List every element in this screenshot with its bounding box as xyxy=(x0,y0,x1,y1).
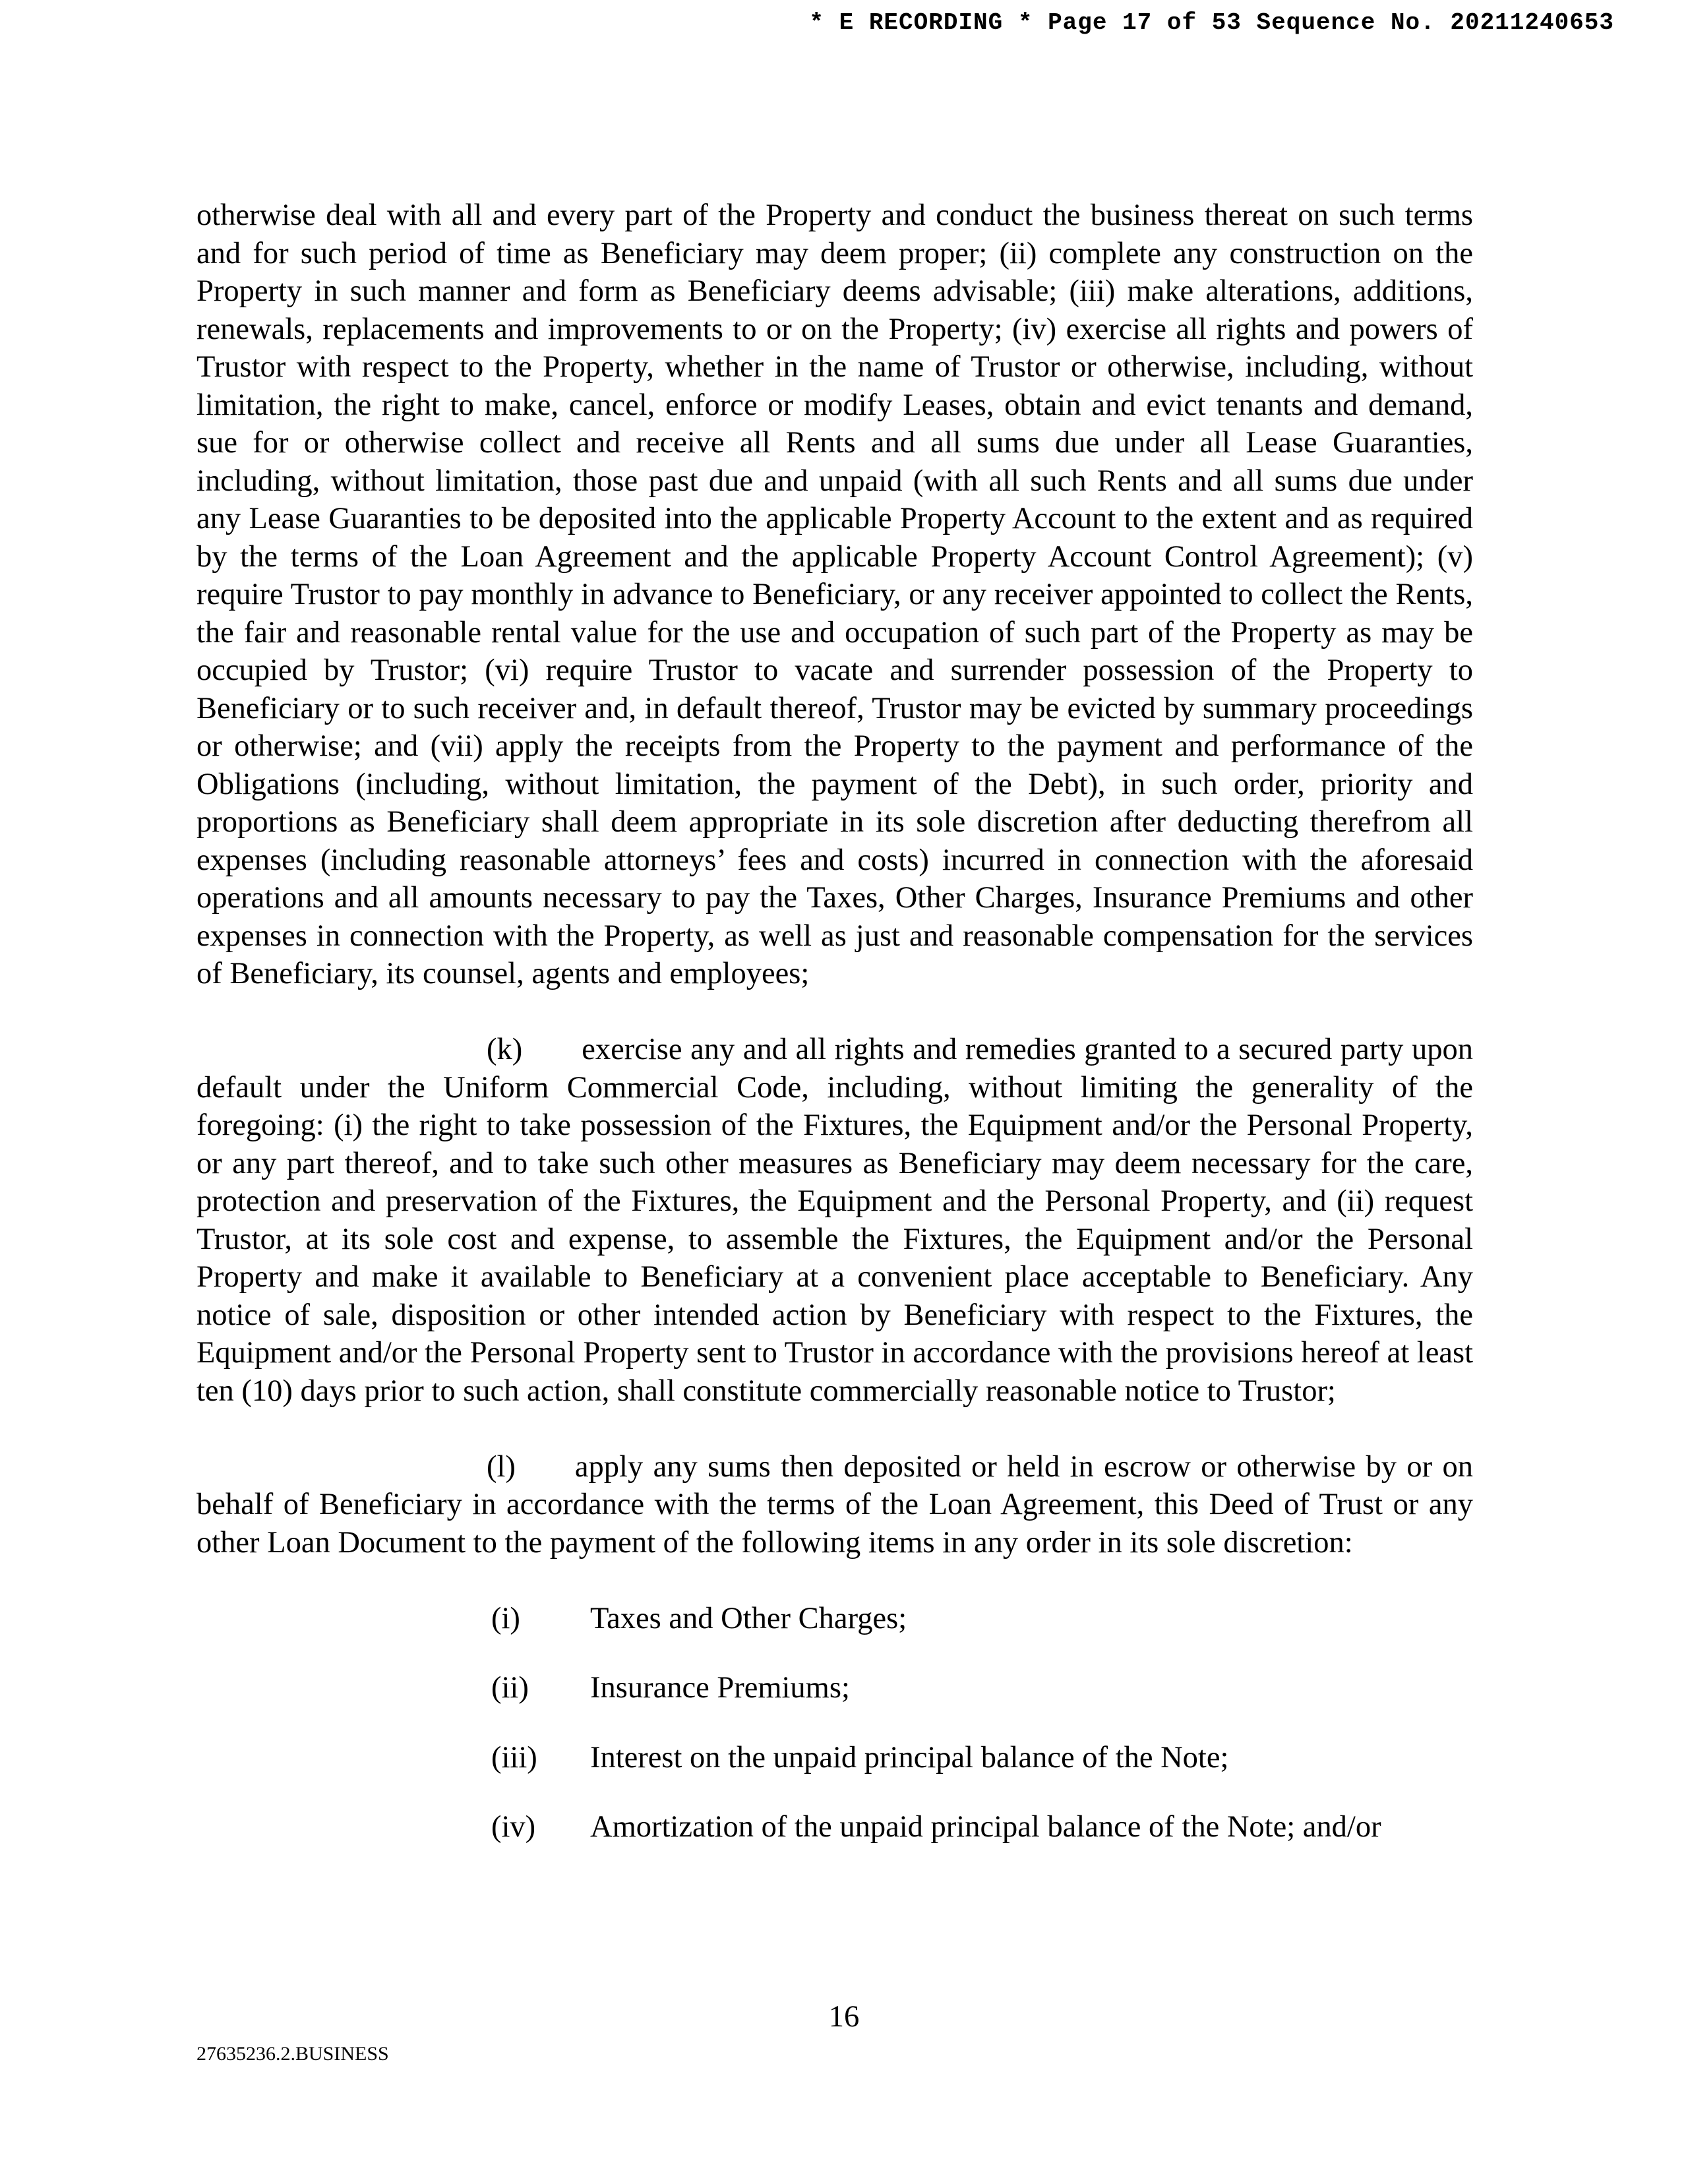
list-item-text: Amortization of the unpaid principal balance of the Note; and/or xyxy=(590,1810,1381,1844)
list-item xyxy=(491,1808,1473,1846)
paragraph-k xyxy=(196,1031,1473,1410)
list-item-number: (ii) xyxy=(491,1671,529,1705)
payment-items-list xyxy=(196,1600,1473,1846)
page-number: 16 xyxy=(828,2000,860,2034)
list-item-number: (iii) xyxy=(491,1740,537,1774)
continuation-paragraph: otherwise deal with all and every part of the Property and conduct the business thereat on such terms and for such period of time as Beneficiary may deem proper; (ii) complete any construction on the Property in such manner and form as Beneficiary deems advisable; (iii) make alterations, additions, renewals, replacements and improvements to or on the Property; (iv) exercise all rights and powers of Trustor with respect to the Property, whether in the name of Trustor or otherwise, including, without limitation, the right to make, cancel, enforce or modify Leases, obtain and evict tenants and demand, sue for or otherwise collect and receive all Rents and all sums due under all Lease Guaranties, including, without limitation, those past due and unpaid (with all such Rents and all sums due under any Lease Guaranties to be deposited into the applicable Property Account to the extent and as required by the terms of the Loan Agreement and the applicable Property Account Control Agreement); (v) require Trustor to pay monthly in advance to Beneficiary, or any receiver appointed to collect the Rents, the fair and reasonable rental value for the use and occupation of such part of the Property as may be occupied by Trustor; (vi) require Trustor to vacate and surrender possession of the Property to Beneficiary or to such receiver and, in default thereof, Trustor may be evicted by summary proceedings or otherwise; and (vii) apply the receipts from the Property to the payment and performance of the Obligations (including, without limitation, the payment of the Debt), in such order, priority and proportions as Beneficiary shall deem appropriate in its sole discretion after deducting therefrom all expenses (including reasonable attorneys’ fees and costs) incurred in connection with the aforesaid operations and all amounts necessary to pay the Taxes, Other Charges, Insurance Premiums and other expenses in connection with the Property, as well as just and reasonable compensation for the services of Beneficiary, its counsel, agents and employees; xyxy=(196,198,1473,990)
list-item-text: Interest on the unpaid principal balance of the Note; xyxy=(590,1740,1229,1774)
recording-header: * E RECORDING * Page 17 of 53 Sequence No. 20211240653 xyxy=(809,9,1614,36)
paragraph-l-label: (l) xyxy=(487,1449,516,1484)
paragraph-k-text: exercise any and all rights and remedies granted to a secured party upon default under the Uniform Commercial Code, including, without limiting the generality of the foregoing: (i) the right to take possession of the Fixtures, the Equipment and/or the Personal Property, or any part thereof, and to take such other measures as Beneficiary may deem necessary for the care, protection and preservation of the Fixtures, the Equipment and the Personal Property, and (ii) request Trustor, at its sole cost and expense, to assemble the Fixtures, the Equipment and/or the Personal Property and make it available to Beneficiary at a convenient place acceptable to Beneficiary. Any notice of sale, disposition or other intended action by Beneficiary with respect to the Fixtures, the Equipment and/or the Personal Property sent to Trustor in accordance with the provisions hereof at least ten (10) days prior to such action, shall constitute commercially reasonable notice to Trustor; xyxy=(196,1033,1473,1408)
list-item xyxy=(491,1669,1473,1707)
list-item-number: (i) xyxy=(491,1601,520,1635)
paragraph-l-text: apply any sums then deposited or held in escrow or otherwise by or on behalf of Beneficiary in accordance with the terms of the Loan Agreement, this Deed of Trust or any other Loan Document to the payment of the following items in any order in its sole discretion: xyxy=(196,1449,1473,1560)
list-item xyxy=(491,1739,1473,1777)
list-item xyxy=(491,1600,1473,1638)
list-item-text: Taxes and Other Charges; xyxy=(590,1601,907,1635)
paragraph-k-label: (k) xyxy=(487,1033,523,1066)
document-id: 27635236.2.BUSINESS xyxy=(196,2043,389,2065)
document-body xyxy=(196,197,1473,1878)
list-item-text: Insurance Premiums; xyxy=(590,1671,850,1705)
paragraph-l xyxy=(196,1448,1473,1562)
list-item-number: (iv) xyxy=(491,1810,536,1844)
